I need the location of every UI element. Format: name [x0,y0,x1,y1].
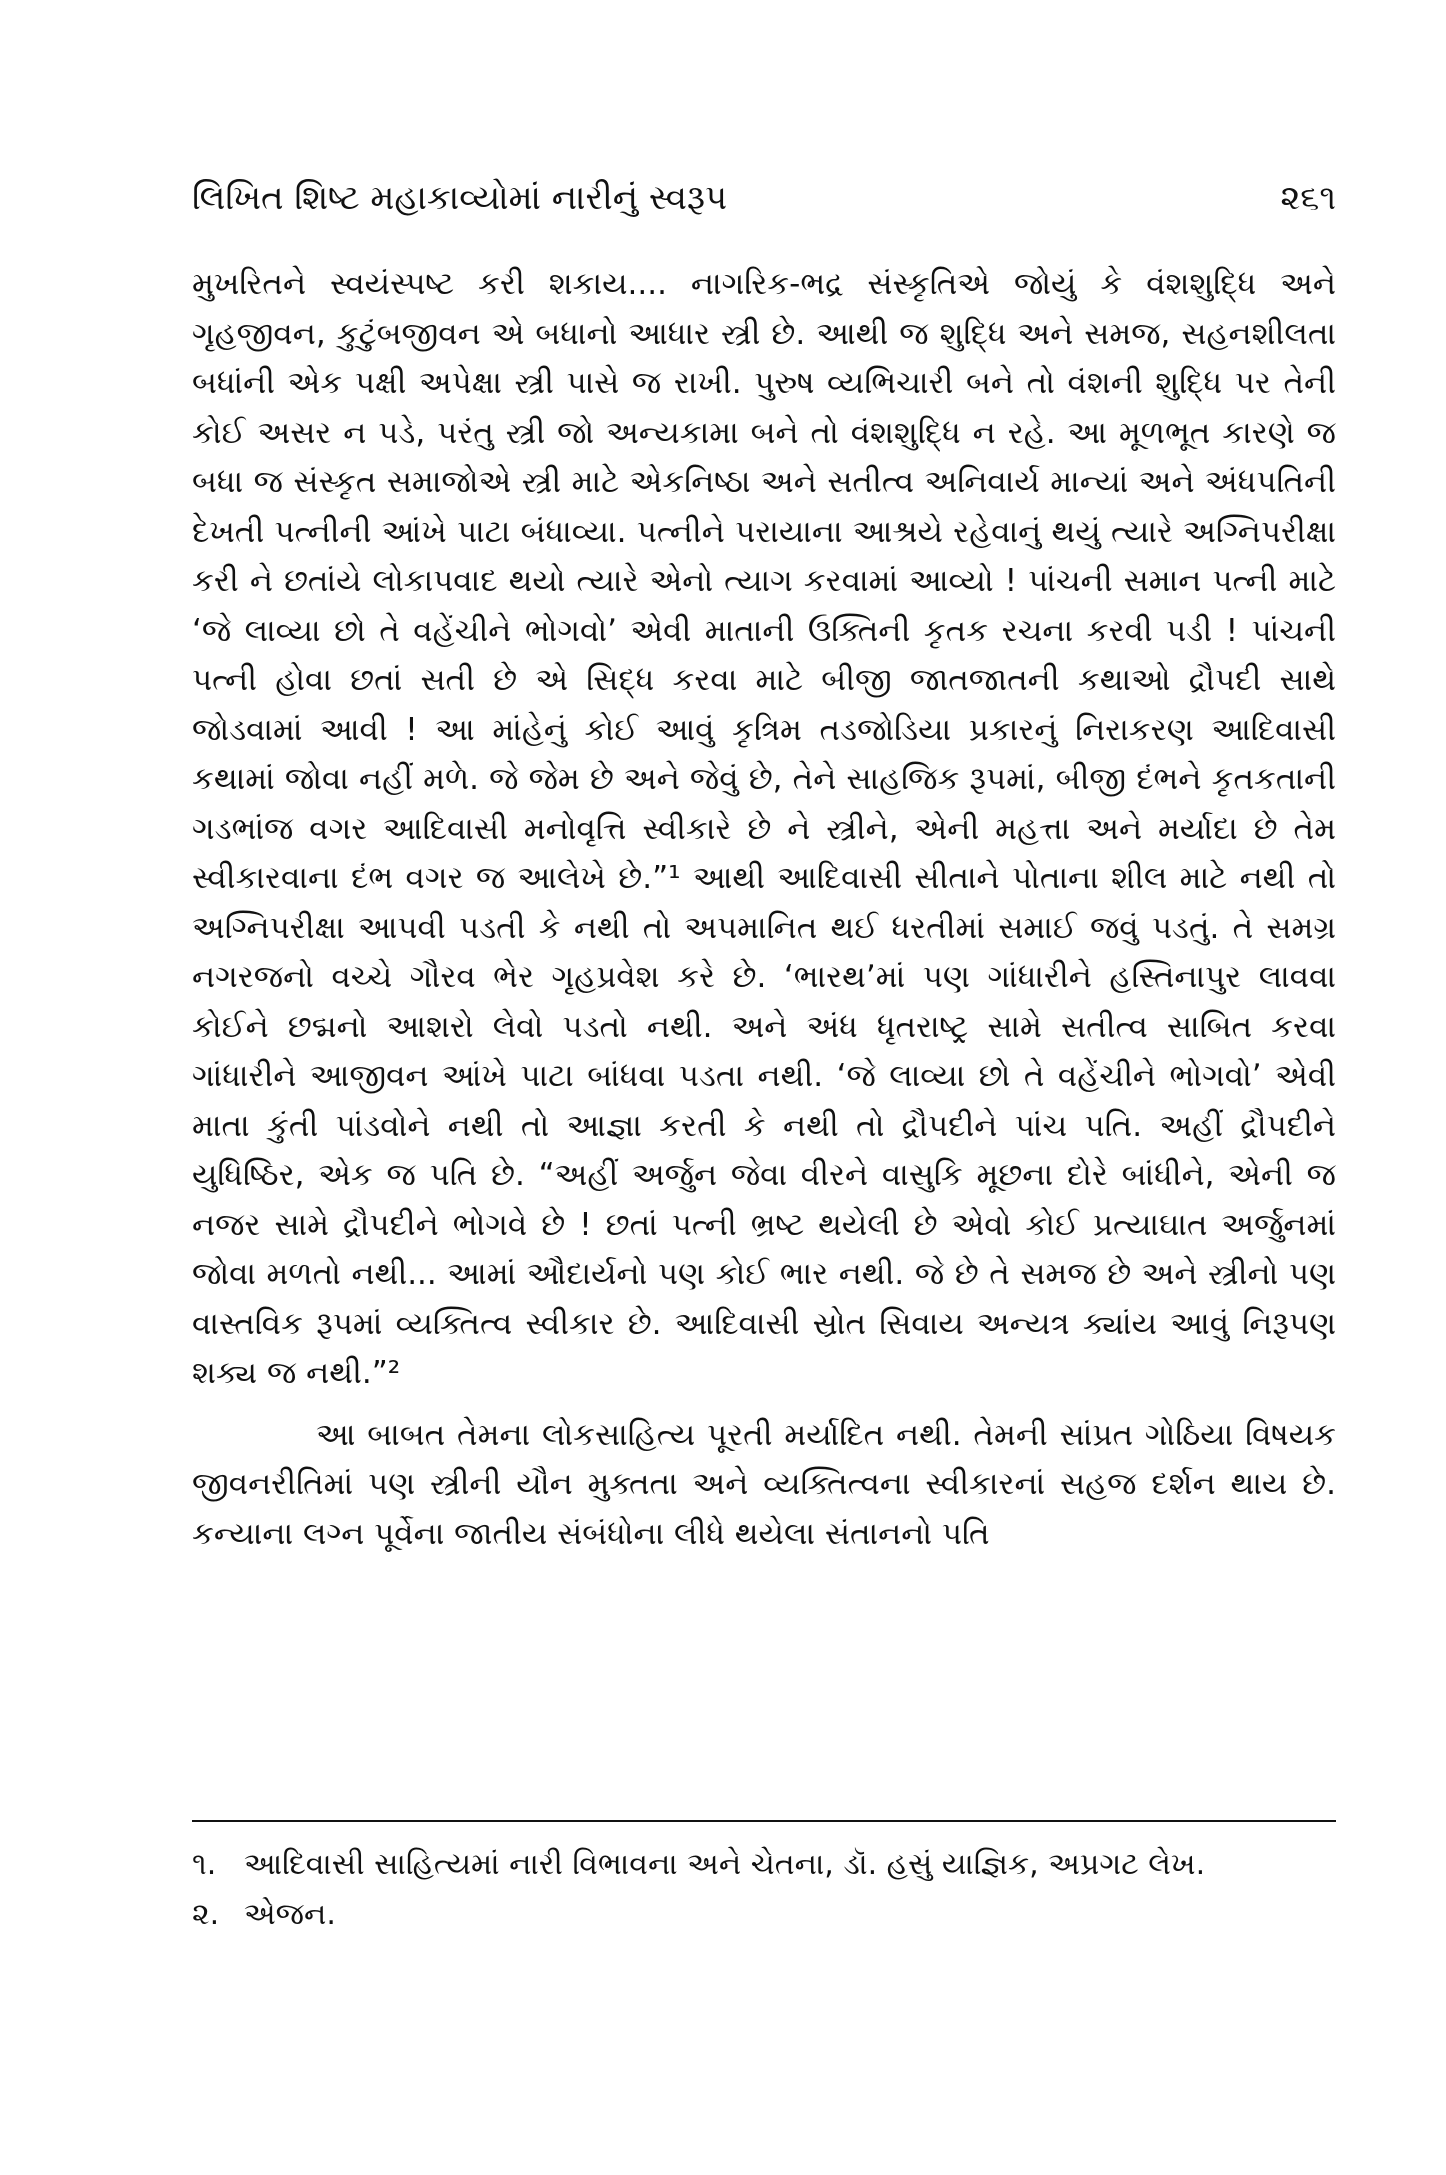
running-header [192,172,1336,224]
footnote-divider [192,1820,1336,1822]
body-paragraph: મુખરિતને સ્વયંસ્પષ્ટ કરી શકાય.... નાગરિક-ભદ્ર સંસ્કૃતિએ જોયું કે વંશશુદ્ધિ અને ગૃહજીવન, કુટુંબજીવન એ બધાનો આધાર સ્ત્રી છે. આથી જ શુદ્ધિ અને સમજ, સહનશીલતા બધાંની એક પક્ષી અપેક્ષા સ્ત્રી પાસે જ રાખી. પુરુષ વ્યભિચારી બને તો વંશની શુદ્ધિ પર તેની કોઈ અસર ન પડે, પરંતુ સ્ત્રી જો અન્યકામા બને તો વંશશુદ્ધિ ન રહે. આ મૂળભૂત કારણે જ બધા જ સંસ્કૃત સમાજોએ સ્ત્રી માટે એકનિષ્ઠા અને સતીત્વ અનિવાર્ય માન્યાં અને અંધપતિની દેખતી પત્નીની આંખે પાટા બંધાવ્યા. પત્નીને પરાયાના આશ્રયે રહેવાનું થયું ત્યારે અગ્નિપરીક્ષા કરી ને છતાંયે લોકાપવાદ થયો ત્યારે એનો ત્યાગ કરવામાં આવ્યો ! પાંચની સમાન પત્ની માટે ‘જે લાવ્યા છો તે વહેંચીને ભોગવો’ એવી માતાની ઉક્તિની કૃતક રચના કરવી પડી ! પાંચની પત્ની હોવા છતાં સતી છે એ સિદ્ધ કરવા માટે બીજી જાતજાતની કથાઓ દ્રૌપદી સાથે જોડવામાં આવી ! આ માંહેનું કોઈ આવું કૃત્રિમ તડજોડિયા પ્રકારનું નિરાકરણ આદિવાસી કથામાં જોવા નહીં મળે. જે જેમ છે અને જેવું છે, તેને સાહજિક રૂપમાં, બીજી દંભને કૃતકતાની ગડભાંજ વગર આદિવાસી મનોવૃત્તિ સ્વીકારે છે ને સ્ત્રીને, એની મહત્તા અને મર્યાદા છે તેમ સ્વીકારવાના દંભ વગર જ આલેખે છે.”¹ આથી આદિવાસી સીતાને પોતાના શીલ માટે નથી તો અગ્નિપરીક્ષા આપવી પડતી કે નથી તો અપમાનિત થઈ ધરતીમાં સમાઈ જવું પડતું. તે સમગ્ર નગરજનો વચ્ચે ગૌરવ ભેર ગૃહપ્રવેશ કરે છે. ‘ભારથ’માં પણ ગાંધારીને હસ્તિનાપુર લાવવા કોઈને છદ્મનો આશરો લેવો પડતો નથી. અને અંધ ધૃતરાષ્ટ્ર સામે સતીત્વ સાબિત કરવા ગાંધારીને આજીવન આંખે પાટા બાંધવા પડતા નથી. ‘જે લાવ્યા છો તે વહેંચીને ભોગવો’ એવી માતા કુંતી પાંડવોને નથી તો આજ્ઞા કરતી કે નથી તો દ્રૌપદીને પાંચ પતિ. અહીં દ્રૌપદીને યુધિષ્ઠિર, એક જ પતિ છે. “અહીં અર્જુન જેવા વીરને વાસુકિ મૂછના દોરે બાંધીને, એની જ નજર સામે દ્રૌપદીને ભોગવે છે ! છતાં પત્ની ભ્રષ્ટ થયેલી છે એવો કોઈ પ્રત્યાઘાત અર્જુનમાં જોવા મળતો નથી... આમાં ઔદાર્યનો પણ કોઈ ભાર નથી. જે છે તે સમજ છે અને સ્ત્રીનો પણ વાસ્તવિક રૂપમાં વ્યક્તિત્વ સ્વીકાર છે. આદિવાસી સ્રોત સિવાય અન્યત્ર ક્યાંય આવું નિરૂપણ શક્ય જ નથી.”² [192,266,1336,1391]
footnote [192,1840,1336,1890]
footnote-text: એજન. [244,1897,336,1932]
footnote-text: આદિવાસી સાહિત્યમાં નારી વિભાવના અને ચેતના, ડૉ. હસું યાજ્ઞિક, અપ્રગટ લેખ. [244,1847,1206,1882]
footnote [192,1890,1336,1940]
running-title: લિખિત શિષ્ટ મહાકાવ્યોમાં નારીનું સ્વરૂપ [192,178,728,218]
body-paragraph: આ બાબત તેમના લોકસાહિત્ય પૂરતી મર્યાદિત નથી. તેમની સાંપ્રત ગોઠિયા વિષયક જીવનરીતિમાં પણ સ્ત્રીની યૌન મુક્તતા અને વ્યક્તિત્વના સ્વીકારનાં સહજ દર્શન થાય છે. કન્યાના લગ્ન પૂર્વેના જાતીય સંબંધોના લીધે થયેલા સંતાનનો પતિ [192,1416,1336,1552]
page-number: ૨૬૧ [1280,178,1336,218]
body-text [192,260,1336,1559]
footnote-number: ૨. [192,1897,220,1932]
footnote-number: ૧. [192,1847,217,1882]
footnotes [192,1840,1336,1940]
